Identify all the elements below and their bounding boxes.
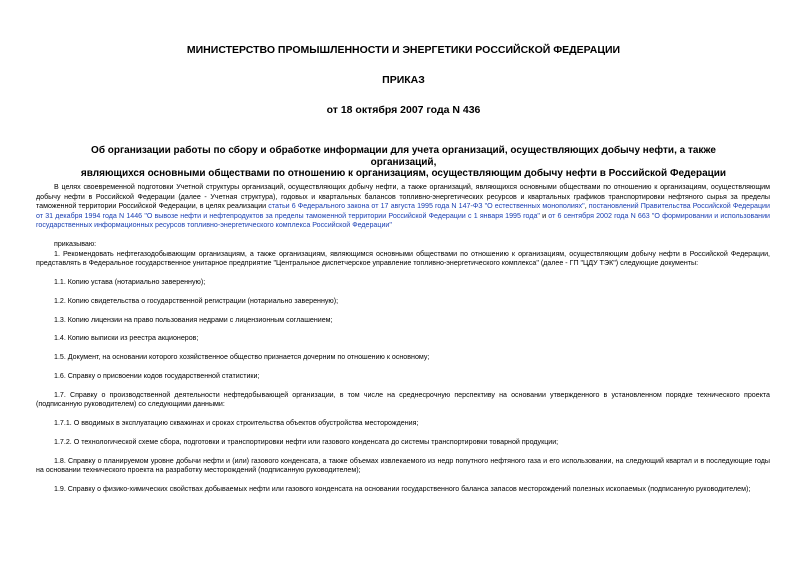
preamble-paragraph bbox=[36, 183, 770, 231]
resolution-link-1446[interactable]: постановлений Правительства Российской Федерации от 31 декабря 1994 года N 1446 "О вывозе нефти и нефтепродуктов за пределы таможенной территории Российской Федерации с 1 января 1995 года" bbox=[36, 202, 770, 220]
order-word: приказываю: bbox=[54, 240, 97, 249]
item-1-7: 1.7. Справку о производственной деятельности нефтедобывающей организации, в том числе на среднесрочную перспективу на основании утвержденного в установленном порядке технического проекта (подписанную руководителем) со следующими данными: bbox=[36, 390, 770, 409]
preamble-separator-1: , bbox=[584, 202, 589, 211]
order-date: от 18 октября 2007 года N 436 bbox=[326, 104, 481, 116]
item-1-4: 1.4. Копию выписки из реестра акционеров; bbox=[54, 334, 199, 343]
item-1-1: 1.1. Копию устава (нотариально заверенную); bbox=[54, 278, 206, 287]
item-1-2: 1.2. Копию свидетельства о государственной регистрации (нотариально заверенную); bbox=[54, 296, 339, 305]
order-title: ПРИКАЗ bbox=[382, 74, 425, 86]
order-subject-line-1: Об организации работы по сбору и обработке информации для учета организаций, осуществляющих добычу нефти, а также организаций, bbox=[91, 145, 716, 168]
item-1-7-1: 1.7.1. О вводимых в эксплуатацию скважинах и сроках строительства объектов обустройства месторождения; bbox=[54, 419, 419, 428]
item-1: 1. Рекомендовать нефтегазодобывающим организациям, а также организациям, являющимся основными обществами по отношению к организациям, осуществляющим добычу нефти в Российской Федерации, представлять в Федеральное государственное унитарное предприятие "Центральное диспетчерское управление топливно-энергетического комплекса" (далее - ГП "ЦДУ ТЭК") следующие документы: bbox=[36, 249, 770, 268]
preamble-separator-2: и bbox=[539, 211, 549, 220]
item-1-3: 1.3. Копию лицензии на право пользования недрами с лицензионным соглашением; bbox=[54, 315, 333, 324]
item-1-7-2: 1.7.2. О технологической схеме сбора, подготовки и транспортировки нефти или газового конденсата до системы транспортировки товарной продукции; bbox=[54, 437, 559, 446]
order-subject-line-2: являющихся основными обществами по отношению к организациям, осуществляющим добычу нефти в Российской Федерации bbox=[80, 168, 727, 179]
item-1-6: 1.6. Справку о присвоении кодов государственной статистики; bbox=[54, 372, 260, 381]
document-body bbox=[36, 183, 770, 495]
resolution-link-663[interactable]: от 6 сентября 2002 года N 663 "О формировании и использовании государственных информационных ресурсов топливно-энергетического комплекса Российской Федерации" bbox=[36, 211, 770, 230]
preamble-text: В целях своевременной подготовки Учетной структуры организаций, осуществляющих добычу нефти, а также организаций, являющихся основными обществами по отношению к организациям, осуществляющим добычу нефти в Российской Федерации (далее - Учетная структура), годовых и квартальных балансов топливно-энергетических ресурсов и квартальных графиков транспортировки нефтяного сырья за пределы таможенной территории Российской Федерации, в целях реализации bbox=[36, 183, 770, 211]
item-1-5: 1.5. Документ, на основании которого хозяйственное общество признается дочерним по отношению к основному; bbox=[54, 353, 430, 362]
ministry-title: МИНИСТЕРСТВО ПРОМЫШЛЕННОСТИ И ЭНЕРГЕТИКИ РОССИЙСКОЙ ФЕДЕРАЦИИ bbox=[186, 44, 621, 56]
order-subject bbox=[60, 145, 747, 180]
item-1-8: 1.8. Справку о планируемом уровне добычи нефти и (или) газового конденсата, а также объемах извлекаемого из недр попутного нефтяного газа и его использовании, на следующий квартал и в последующие годы на основании технического проекта на разработку месторождений (подписанную руководителем); bbox=[36, 456, 770, 475]
law-link-147fz[interactable]: статьи 6 Федерального закона от 17 августа 1995 года N 147-ФЗ "О естественных монополиях" bbox=[268, 202, 585, 211]
item-1-9: 1.9. Справку о физико-химических свойствах добываемых нефти или газового конденсата на основании государственного баланса запасов месторождений полезных ископаемых (подписанную руководителем); bbox=[54, 485, 751, 494]
